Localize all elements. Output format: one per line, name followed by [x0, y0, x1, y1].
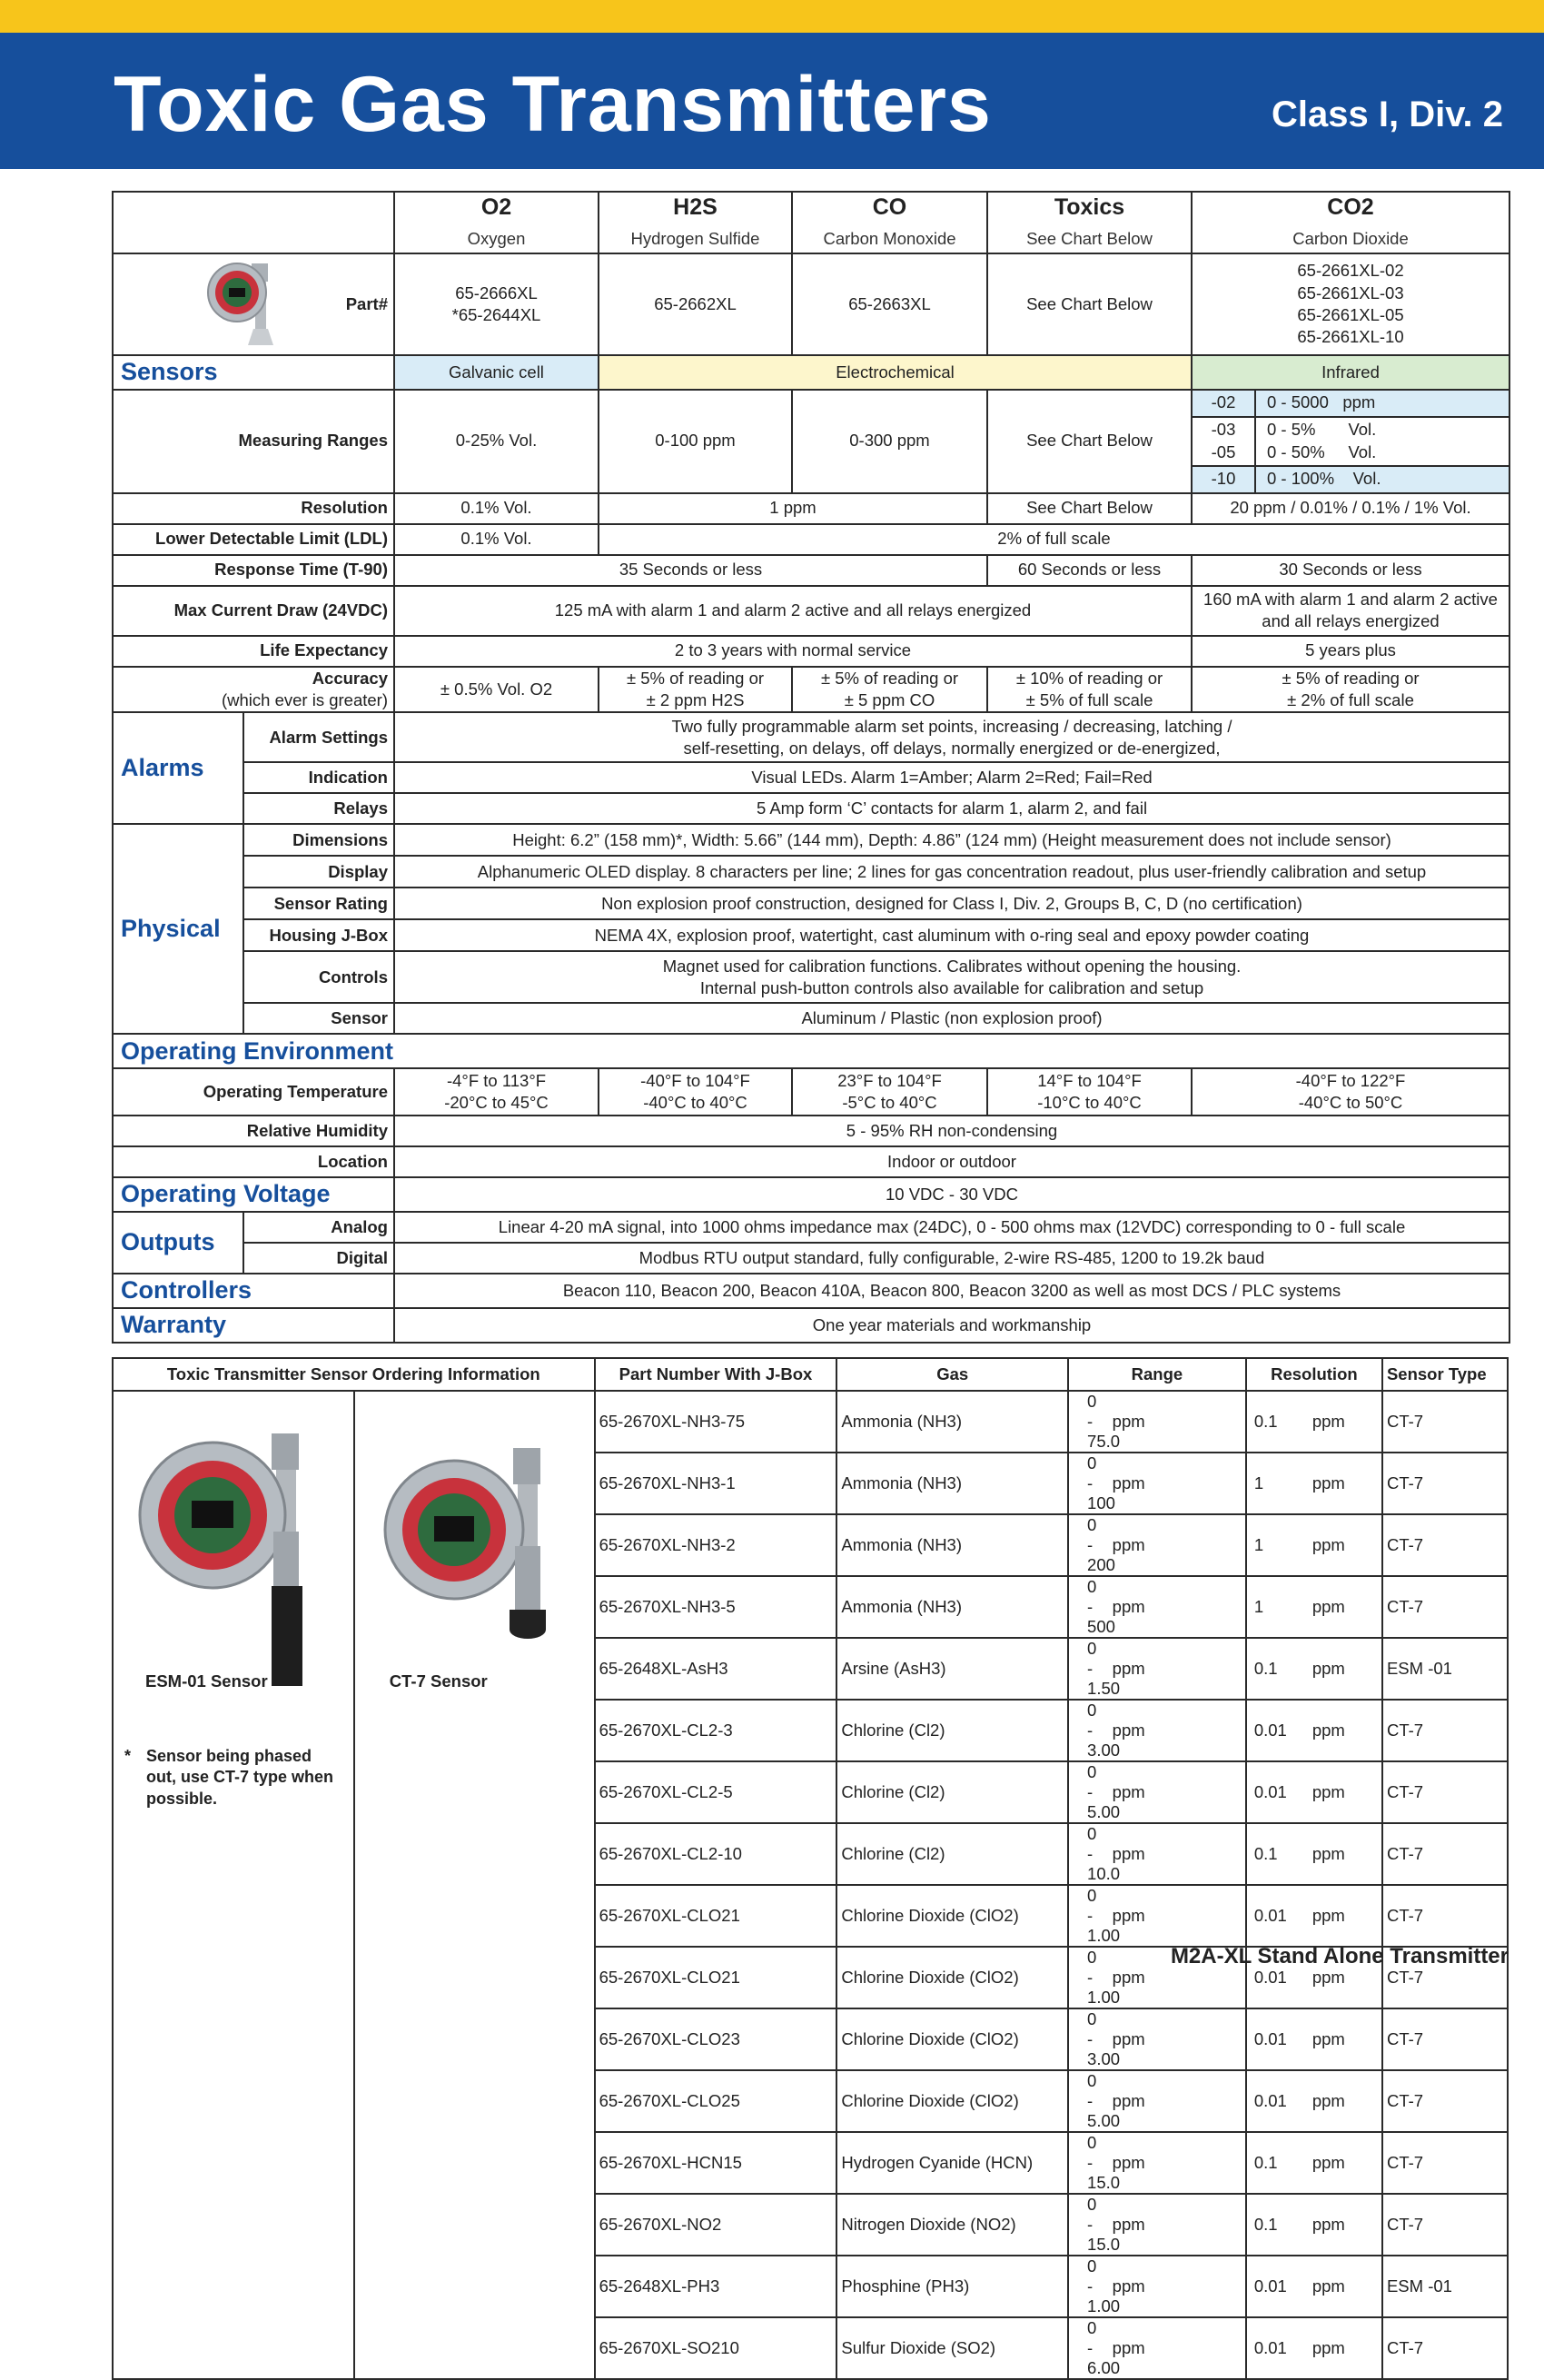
range-unit-cell: ppm	[1109, 2008, 1246, 2070]
temperature-label: Operating Temperature	[113, 1068, 394, 1116]
ct-7-transmitter-image	[377, 1439, 577, 1675]
location-row	[113, 1146, 1509, 1177]
sensor-type-cell: CT-7	[1382, 2008, 1508, 2070]
sensor-type-cell: CT-7	[1382, 2194, 1508, 2256]
part-number-cell: 65-2648XL-AsH3	[595, 1638, 837, 1700]
col-gas: Gas	[836, 1358, 1068, 1391]
ldl-label: Lower Detectable Limit (LDL)	[113, 524, 394, 555]
display-value: Alphanumeric OLED display. 8 characters per line; 2 lines for gas concentration readout, plus user-friendly calibration and setup	[394, 856, 1509, 888]
controls-row	[113, 951, 1509, 1003]
section-warranty: Warranty	[113, 1308, 394, 1343]
sensor-material-value: Aluminum / Plastic (non explosion proof)	[394, 1003, 1509, 1034]
current-row	[113, 586, 1509, 636]
gas-header-co2: CO2 Carbon Dioxide	[1192, 192, 1509, 253]
warranty-row	[113, 1308, 1509, 1343]
part-number-cell: 65-2670XL-NO2	[595, 2194, 837, 2256]
co2-range-code: -03 -05	[1192, 417, 1255, 466]
col-part-number: Part Number With J-Box	[595, 1358, 837, 1391]
sensor-electrochemical: Electrochemical	[599, 355, 1192, 390]
resolution-unit-cell: ppm	[1309, 1638, 1382, 1700]
range-value-cell: 0 - 1.00	[1068, 1947, 1109, 2008]
gas-cell: Ammonia (NH3)	[836, 1391, 1068, 1453]
part-h2s: 65-2662XL	[599, 253, 792, 355]
sensor-type-cell: CT-7	[1382, 1947, 1508, 2008]
page-header	[0, 33, 1544, 169]
resolution-value-cell: 0.1	[1246, 2132, 1309, 2194]
sensor-type-cell: CT-7	[1382, 2132, 1508, 2194]
gas-cell: Ammonia (NH3)	[836, 1453, 1068, 1514]
sensor-type-cell: CT-7	[1382, 1453, 1508, 1514]
life-label: Life Expectancy	[113, 636, 394, 667]
range-unit-cell: ppm	[1109, 2317, 1246, 2379]
measuring-o2: 0-25% Vol.	[394, 390, 599, 493]
accuracy-co2: ± 5% of reading or ± 2% of full scale	[1192, 667, 1509, 713]
range-unit-cell: ppm	[1109, 1453, 1246, 1514]
gas-header-h2s: H2S Hydrogen Sulfide	[599, 192, 792, 253]
range-unit-cell: ppm	[1109, 2256, 1246, 2317]
range-unit-cell: ppm	[1109, 2132, 1246, 2194]
accuracy-h2s: ± 5% of reading or ± 2 ppm H2S	[599, 667, 792, 713]
co2-range-value: 0 - 100% Vol.	[1255, 466, 1509, 493]
part-number-cell: 65-2670XL-CL2-10	[595, 1823, 837, 1885]
controllers-row	[113, 1274, 1509, 1308]
part-o2: 65-2666XL *65-2644XL	[394, 253, 599, 355]
sensor-type-cell: CT-7	[1382, 1514, 1508, 1576]
digital-row	[113, 1243, 1509, 1274]
sensor-material-label: Sensor	[243, 1003, 394, 1034]
range-value-cell: 0 - 1.00	[1068, 1885, 1109, 1947]
gas-cell: Chlorine Dioxide (ClO2)	[836, 1947, 1068, 2008]
resolution-toxics: See Chart Below	[987, 493, 1192, 524]
dimensions-label: Dimensions	[243, 824, 394, 856]
resolution-unit-cell: ppm	[1309, 1700, 1382, 1761]
indication-label: Indication	[243, 762, 394, 793]
co2-range-code: -10	[1192, 466, 1255, 493]
part-number-cell: 65-2670XL-NH3-5	[595, 1576, 837, 1638]
range-value-cell: 0 - 500	[1068, 1576, 1109, 1638]
resolution-h2s-co: 1 ppm	[599, 493, 987, 524]
range-unit-cell: ppm	[1109, 1761, 1246, 1823]
resolution-unit-cell: ppm	[1309, 2132, 1382, 2194]
gas-cell: Chlorine (Cl2)	[836, 1823, 1068, 1885]
location-label: Location	[113, 1146, 394, 1177]
range-value-cell: 0 - 6.00	[1068, 2317, 1109, 2379]
part-number-cell: 65-2670XL-CLO21	[595, 1947, 837, 2008]
resolution-unit-cell: ppm	[1309, 2008, 1382, 2070]
analog-value: Linear 4-20 mA signal, into 1000 ohms impedance max (24DC), 0 - 500 ohms max (12VDC) corresponding to 0 - full scale	[394, 1212, 1509, 1243]
part-number-cell: 65-2670XL-HCN15	[595, 2132, 837, 2194]
resolution-value-cell: 0.01	[1246, 1947, 1309, 2008]
life-co2: 5 years plus	[1192, 636, 1509, 667]
gas-cell: Phosphine (PH3)	[836, 2256, 1068, 2317]
part-number-cell: 65-2670XL-NH3-75	[595, 1391, 837, 1453]
part-toxics: See Chart Below	[987, 253, 1192, 355]
footer-model: M2A-XL Stand Alone Transmitter	[1170, 1944, 1509, 1968]
resolution-value-cell: 0.1	[1246, 1638, 1309, 1700]
gas-cell: Hydrogen Cyanide (HCN)	[836, 2132, 1068, 2194]
resolution-o2: 0.1% Vol.	[394, 493, 599, 524]
gas-cell: Chlorine Dioxide (ClO2)	[836, 2008, 1068, 2070]
accuracy-toxics: ± 10% of reading or ± 5% of full scale	[987, 667, 1192, 713]
resolution-value-cell: 0.1	[1246, 2194, 1309, 2256]
gas-cell: Arsine (AsH3)	[836, 1638, 1068, 1700]
page-title: Toxic Gas Transmitters	[114, 61, 992, 148]
resolution-unit-cell: ppm	[1309, 1947, 1382, 2008]
esm-01-caption: ESM-01 Sensor	[145, 1671, 268, 1691]
range-value-cell: 0 - 10.0	[1068, 1823, 1109, 1885]
gas-cell: Ammonia (NH3)	[836, 1576, 1068, 1638]
resolution-row	[113, 493, 1509, 524]
current-main: 125 mA with alarm 1 and alarm 2 active and all relays energized	[394, 586, 1192, 636]
relays-value: 5 Amp form ‘C’ contacts for alarm 1, alarm 2, and fail	[394, 793, 1509, 824]
part-number-cell: 65-2670XL-CL2-3	[595, 1700, 837, 1761]
sensor-type-cell: CT-7	[1382, 1761, 1508, 1823]
range-unit-cell: ppm	[1109, 1638, 1246, 1700]
life-row	[113, 636, 1509, 667]
range-value-cell: 0 - 1.50	[1068, 1638, 1109, 1700]
display-row	[113, 856, 1509, 888]
range-value-cell: 0 - 75.0	[1068, 1391, 1109, 1453]
humidity-value: 5 - 95% RH non-condensing	[394, 1116, 1509, 1146]
ldl-o2: 0.1% Vol.	[394, 524, 599, 555]
range-value-cell: 0 - 5.00	[1068, 1761, 1109, 1823]
temperature-toxics: 14°F to 104°F -10°C to 40°C	[987, 1068, 1192, 1116]
range-unit-cell: ppm	[1109, 1514, 1246, 1576]
range-value-cell: 0 - 3.00	[1068, 2008, 1109, 2070]
footnote-text: Sensor being phased out, use CT-7 type when possible.	[146, 1747, 334, 1808]
spec-table	[112, 191, 1510, 1344]
sensor-rating-label: Sensor Rating	[243, 888, 394, 919]
current-label: Max Current Draw (24VDC)	[113, 586, 394, 636]
gas-cell: Sulfur Dioxide (SO2)	[836, 2317, 1068, 2379]
analog-label: Analog	[243, 1212, 394, 1243]
range-value-cell: 0 - 1.00	[1068, 2256, 1109, 2317]
resolution-value-cell: 0.1	[1246, 1823, 1309, 1885]
col-resolution: Resolution	[1246, 1358, 1382, 1391]
current-co2: 160 mA with alarm 1 and alarm 2 active and all relays energized	[1192, 586, 1509, 636]
resolution-unit-cell: ppm	[1309, 2070, 1382, 2132]
measuring-co: 0-300 ppm	[792, 390, 987, 493]
resolution-unit-cell: ppm	[1309, 1453, 1382, 1514]
range-unit-cell: ppm	[1109, 1576, 1246, 1638]
resolution-co2: 20 ppm / 0.01% / 0.1% / 1% Vol.	[1192, 493, 1509, 524]
range-unit-cell: ppm	[1109, 2070, 1246, 2132]
controls-label: Controls	[243, 951, 394, 1003]
ldl-rest: 2% of full scale	[599, 524, 1509, 555]
response-label: Response Time (T-90)	[113, 555, 394, 586]
controls-value: Magnet used for calibration functions. Calibrates without opening the housing. Internal push-button controls also available for calibration and setup	[394, 951, 1509, 1003]
location-value: Indoor or outdoor	[394, 1146, 1509, 1177]
ordering-header-row	[113, 1358, 1508, 1391]
sensor-infrared: Infrared	[1192, 355, 1509, 390]
range-unit-cell: ppm	[1109, 1885, 1246, 1947]
co2-range-code: -02	[1192, 390, 1255, 417]
humidity-row	[113, 1116, 1509, 1146]
co2-range-value: 0 - 5% Vol. 0 - 50% Vol.	[1255, 417, 1509, 466]
sensor-type-cell: CT-7	[1382, 2317, 1508, 2379]
measuring-toxics: See Chart Below	[987, 390, 1192, 493]
section-operating-environment: Operating Environment	[113, 1034, 1509, 1068]
resolution-value-cell: 0.1	[1246, 1391, 1309, 1453]
range-unit-cell: ppm	[1109, 1391, 1246, 1453]
sensor-material-row	[113, 1003, 1509, 1034]
life-main: 2 to 3 years with normal service	[394, 636, 1192, 667]
ct-7-image-cell	[354, 1391, 595, 2379]
sensor-rating-row	[113, 888, 1509, 919]
section-physical: Physical	[113, 824, 243, 1034]
range-value-cell: 0 - 5.00	[1068, 2070, 1109, 2132]
sensor-type-cell: CT-7	[1382, 1885, 1508, 1947]
resolution-value-cell: 0.01	[1246, 2008, 1309, 2070]
ct-7-caption: CT-7 Sensor	[389, 1671, 488, 1691]
ordering-row	[113, 1391, 1508, 1453]
response-o2-h2s-co: 35 Seconds or less	[394, 555, 987, 586]
alarm-settings-label: Alarm Settings	[243, 712, 394, 762]
gas-header-o2: O2 Oxygen	[394, 192, 599, 253]
resolution-value-cell: 0.01	[1246, 2070, 1309, 2132]
section-sensors: Sensors	[113, 355, 394, 390]
sensor-type-cell: ESM -01	[1382, 1638, 1508, 1700]
gas-cell: Chlorine Dioxide (ClO2)	[836, 2070, 1068, 2132]
dimensions-row	[113, 824, 1509, 856]
resolution-unit-cell: ppm	[1309, 1391, 1382, 1453]
relays-row	[113, 793, 1509, 824]
sensor-galvanic: Galvanic cell	[394, 355, 599, 390]
transmitter-thumbnail	[204, 258, 286, 352]
housing-label: Housing J-Box	[243, 919, 394, 951]
phaseout-footnote	[126, 1746, 335, 1810]
part-number-cell: 65-2670XL-SO210	[595, 2317, 837, 2379]
resolution-value-cell: 0.01	[1246, 2256, 1309, 2317]
range-value-cell: 0 - 3.00	[1068, 1700, 1109, 1761]
range-unit-cell: ppm	[1109, 1700, 1246, 1761]
environment-header-row	[113, 1034, 1509, 1068]
gas-cell: Chlorine (Cl2)	[836, 1700, 1068, 1761]
part-number-cell: 65-2648XL-PH3	[595, 2256, 837, 2317]
section-controllers: Controllers	[113, 1274, 394, 1308]
esm-01-image-cell	[113, 1391, 354, 2379]
accuracy-co: ± 5% of reading or ± 5 ppm CO	[792, 667, 987, 713]
resolution-value-cell: 1	[1246, 1453, 1309, 1514]
top-accent-bar	[0, 0, 1544, 33]
part-number-cell: 65-2670XL-CL2-5	[595, 1761, 837, 1823]
response-row	[113, 555, 1509, 586]
range-value-cell: 0 - 15.0	[1068, 2194, 1109, 2256]
housing-row	[113, 919, 1509, 951]
part-number-cell: 65-2670XL-CLO23	[595, 2008, 837, 2070]
alarm-settings-value: Two fully programmable alarm set points, increasing / decreasing, latching / self-resetting, on delays, off delays, normally energized or de-energized,	[394, 712, 1509, 762]
resolution-unit-cell: ppm	[1309, 1761, 1382, 1823]
part-number-cell: 65-2670XL-NH3-1	[595, 1453, 837, 1514]
gas-header-toxics: Toxics See Chart Below	[987, 192, 1192, 253]
voltage-value: 10 VDC - 30 VDC	[394, 1177, 1509, 1212]
resolution-unit-cell: ppm	[1309, 2194, 1382, 2256]
warranty-value: One year materials and workmanship	[394, 1308, 1509, 1343]
sensor-rating-value: Non explosion proof construction, designed for Class I, Div. 2, Groups B, C, D (no certification)	[394, 888, 1509, 919]
resolution-unit-cell: ppm	[1309, 1885, 1382, 1947]
digital-label: Digital	[243, 1243, 394, 1274]
section-operating-voltage: Operating Voltage	[113, 1177, 394, 1212]
resolution-value-cell: 0.01	[1246, 1761, 1309, 1823]
footnote-marker: *	[124, 1747, 132, 1765]
range-value-cell: 0 - 100	[1068, 1453, 1109, 1514]
sensor-type-cell: CT-7	[1382, 2070, 1508, 2132]
response-toxics: 60 Seconds or less	[987, 555, 1192, 586]
digital-value: Modbus RTU output standard, fully configurable, 2-wire RS-485, 1200 to 19.2k baud	[394, 1243, 1509, 1274]
part-row	[113, 253, 1509, 355]
part-co2: 65-2661XL-02 65-2661XL-03 65-2661XL-05 65-2661XL-10	[1192, 253, 1509, 355]
resolution-unit-cell: ppm	[1309, 1576, 1382, 1638]
measuring-label: Measuring Ranges	[113, 390, 394, 493]
temperature-o2: -4°F to 113°F -20°C to 45°C	[394, 1068, 599, 1116]
sensor-type-cell: ESM -01	[1382, 2256, 1508, 2317]
resolution-label: Resolution	[113, 493, 394, 524]
sensor-type-cell: CT-7	[1382, 1391, 1508, 1453]
sensor-type-cell: CT-7	[1382, 1700, 1508, 1761]
resolution-value-cell: 0.01	[1246, 2317, 1309, 2379]
accuracy-row	[113, 667, 1509, 713]
sensor-type-cell: CT-7	[1382, 1823, 1508, 1885]
esm-01-transmitter-image	[135, 1424, 335, 1697]
resolution-unit-cell: ppm	[1309, 1514, 1382, 1576]
range-unit-cell: ppm	[1109, 2194, 1246, 2256]
indication-value: Visual LEDs. Alarm 1=Amber; Alarm 2=Red; Fail=Red	[394, 762, 1509, 793]
resolution-unit-cell: ppm	[1309, 1823, 1382, 1885]
part-number-cell: 65-2670XL-CLO25	[595, 2070, 837, 2132]
gas-header-co: CO Carbon Monoxide	[792, 192, 987, 253]
indication-row	[113, 762, 1509, 793]
humidity-label: Relative Humidity	[113, 1116, 394, 1146]
measuring-row	[113, 390, 1509, 417]
accuracy-label: Accuracy (which ever is greater)	[113, 667, 394, 713]
range-value-cell: 0 - 200	[1068, 1514, 1109, 1576]
ordering-table	[112, 1357, 1509, 2380]
resolution-value-cell: 1	[1246, 1576, 1309, 1638]
co2-range-value: 0 - 5000 ppm	[1255, 390, 1509, 417]
section-alarms: Alarms	[113, 712, 243, 824]
temperature-row	[113, 1068, 1509, 1116]
housing-value: NEMA 4X, explosion proof, watertight, cast aluminum with o-ring seal and epoxy powder coating	[394, 919, 1509, 951]
response-co2: 30 Seconds or less	[1192, 555, 1509, 586]
gas-cell: Nitrogen Dioxide (NO2)	[836, 2194, 1068, 2256]
measuring-h2s: 0-100 ppm	[599, 390, 792, 493]
range-value-cell: 0 - 15.0	[1068, 2132, 1109, 2194]
voltage-row	[113, 1177, 1509, 1212]
part-label: Part#	[345, 293, 388, 313]
gas-cell: Ammonia (NH3)	[836, 1514, 1068, 1576]
ldl-row	[113, 524, 1509, 555]
part-co: 65-2663XL	[792, 253, 987, 355]
resolution-value-cell: 0.01	[1246, 1885, 1309, 1947]
gas-cell: Chlorine (Cl2)	[836, 1761, 1068, 1823]
controllers-value: Beacon 110, Beacon 200, Beacon 410A, Beacon 800, Beacon 3200 as well as most DCS / PLC systems	[394, 1274, 1509, 1308]
range-unit-cell: ppm	[1109, 1947, 1246, 2008]
alarm-settings-row	[113, 712, 1509, 762]
temperature-co: 23°F to 104°F -5°C to 40°C	[792, 1068, 987, 1116]
gas-cell: Chlorine Dioxide (ClO2)	[836, 1885, 1068, 1947]
section-outputs: Outputs	[113, 1212, 243, 1274]
relays-label: Relays	[243, 793, 394, 824]
page-subtitle: Class I, Div. 2	[1272, 94, 1503, 134]
sensors-row	[113, 355, 1509, 390]
accuracy-o2: ± 0.5% Vol. O2	[394, 667, 599, 713]
resolution-value-cell: 0.01	[1246, 1700, 1309, 1761]
gas-header-row	[113, 192, 1509, 253]
analog-row	[113, 1212, 1509, 1243]
part-number-cell: 65-2670XL-NH3-2	[595, 1514, 837, 1576]
resolution-unit-cell: ppm	[1309, 2317, 1382, 2379]
display-label: Display	[243, 856, 394, 888]
col-range: Range	[1068, 1358, 1246, 1391]
range-unit-cell: ppm	[1109, 1823, 1246, 1885]
ordering-title: Toxic Transmitter Sensor Ordering Information	[113, 1358, 595, 1391]
resolution-unit-cell: ppm	[1309, 2256, 1382, 2317]
part-number-cell: 65-2670XL-CLO21	[595, 1885, 837, 1947]
col-sensor-type: Sensor Type	[1382, 1358, 1508, 1391]
temperature-h2s: -40°F to 104°F -40°C to 40°C	[599, 1068, 792, 1116]
temperature-co2: -40°F to 122°F -40°C to 50°C	[1192, 1068, 1509, 1116]
dimensions-value: Height: 6.2” (158 mm)*, Width: 5.66” (144 mm), Depth: 4.86” (124 mm) (Height measurement does not include sensor)	[394, 824, 1509, 856]
sensor-type-cell: CT-7	[1382, 1576, 1508, 1638]
resolution-value-cell: 1	[1246, 1514, 1309, 1576]
